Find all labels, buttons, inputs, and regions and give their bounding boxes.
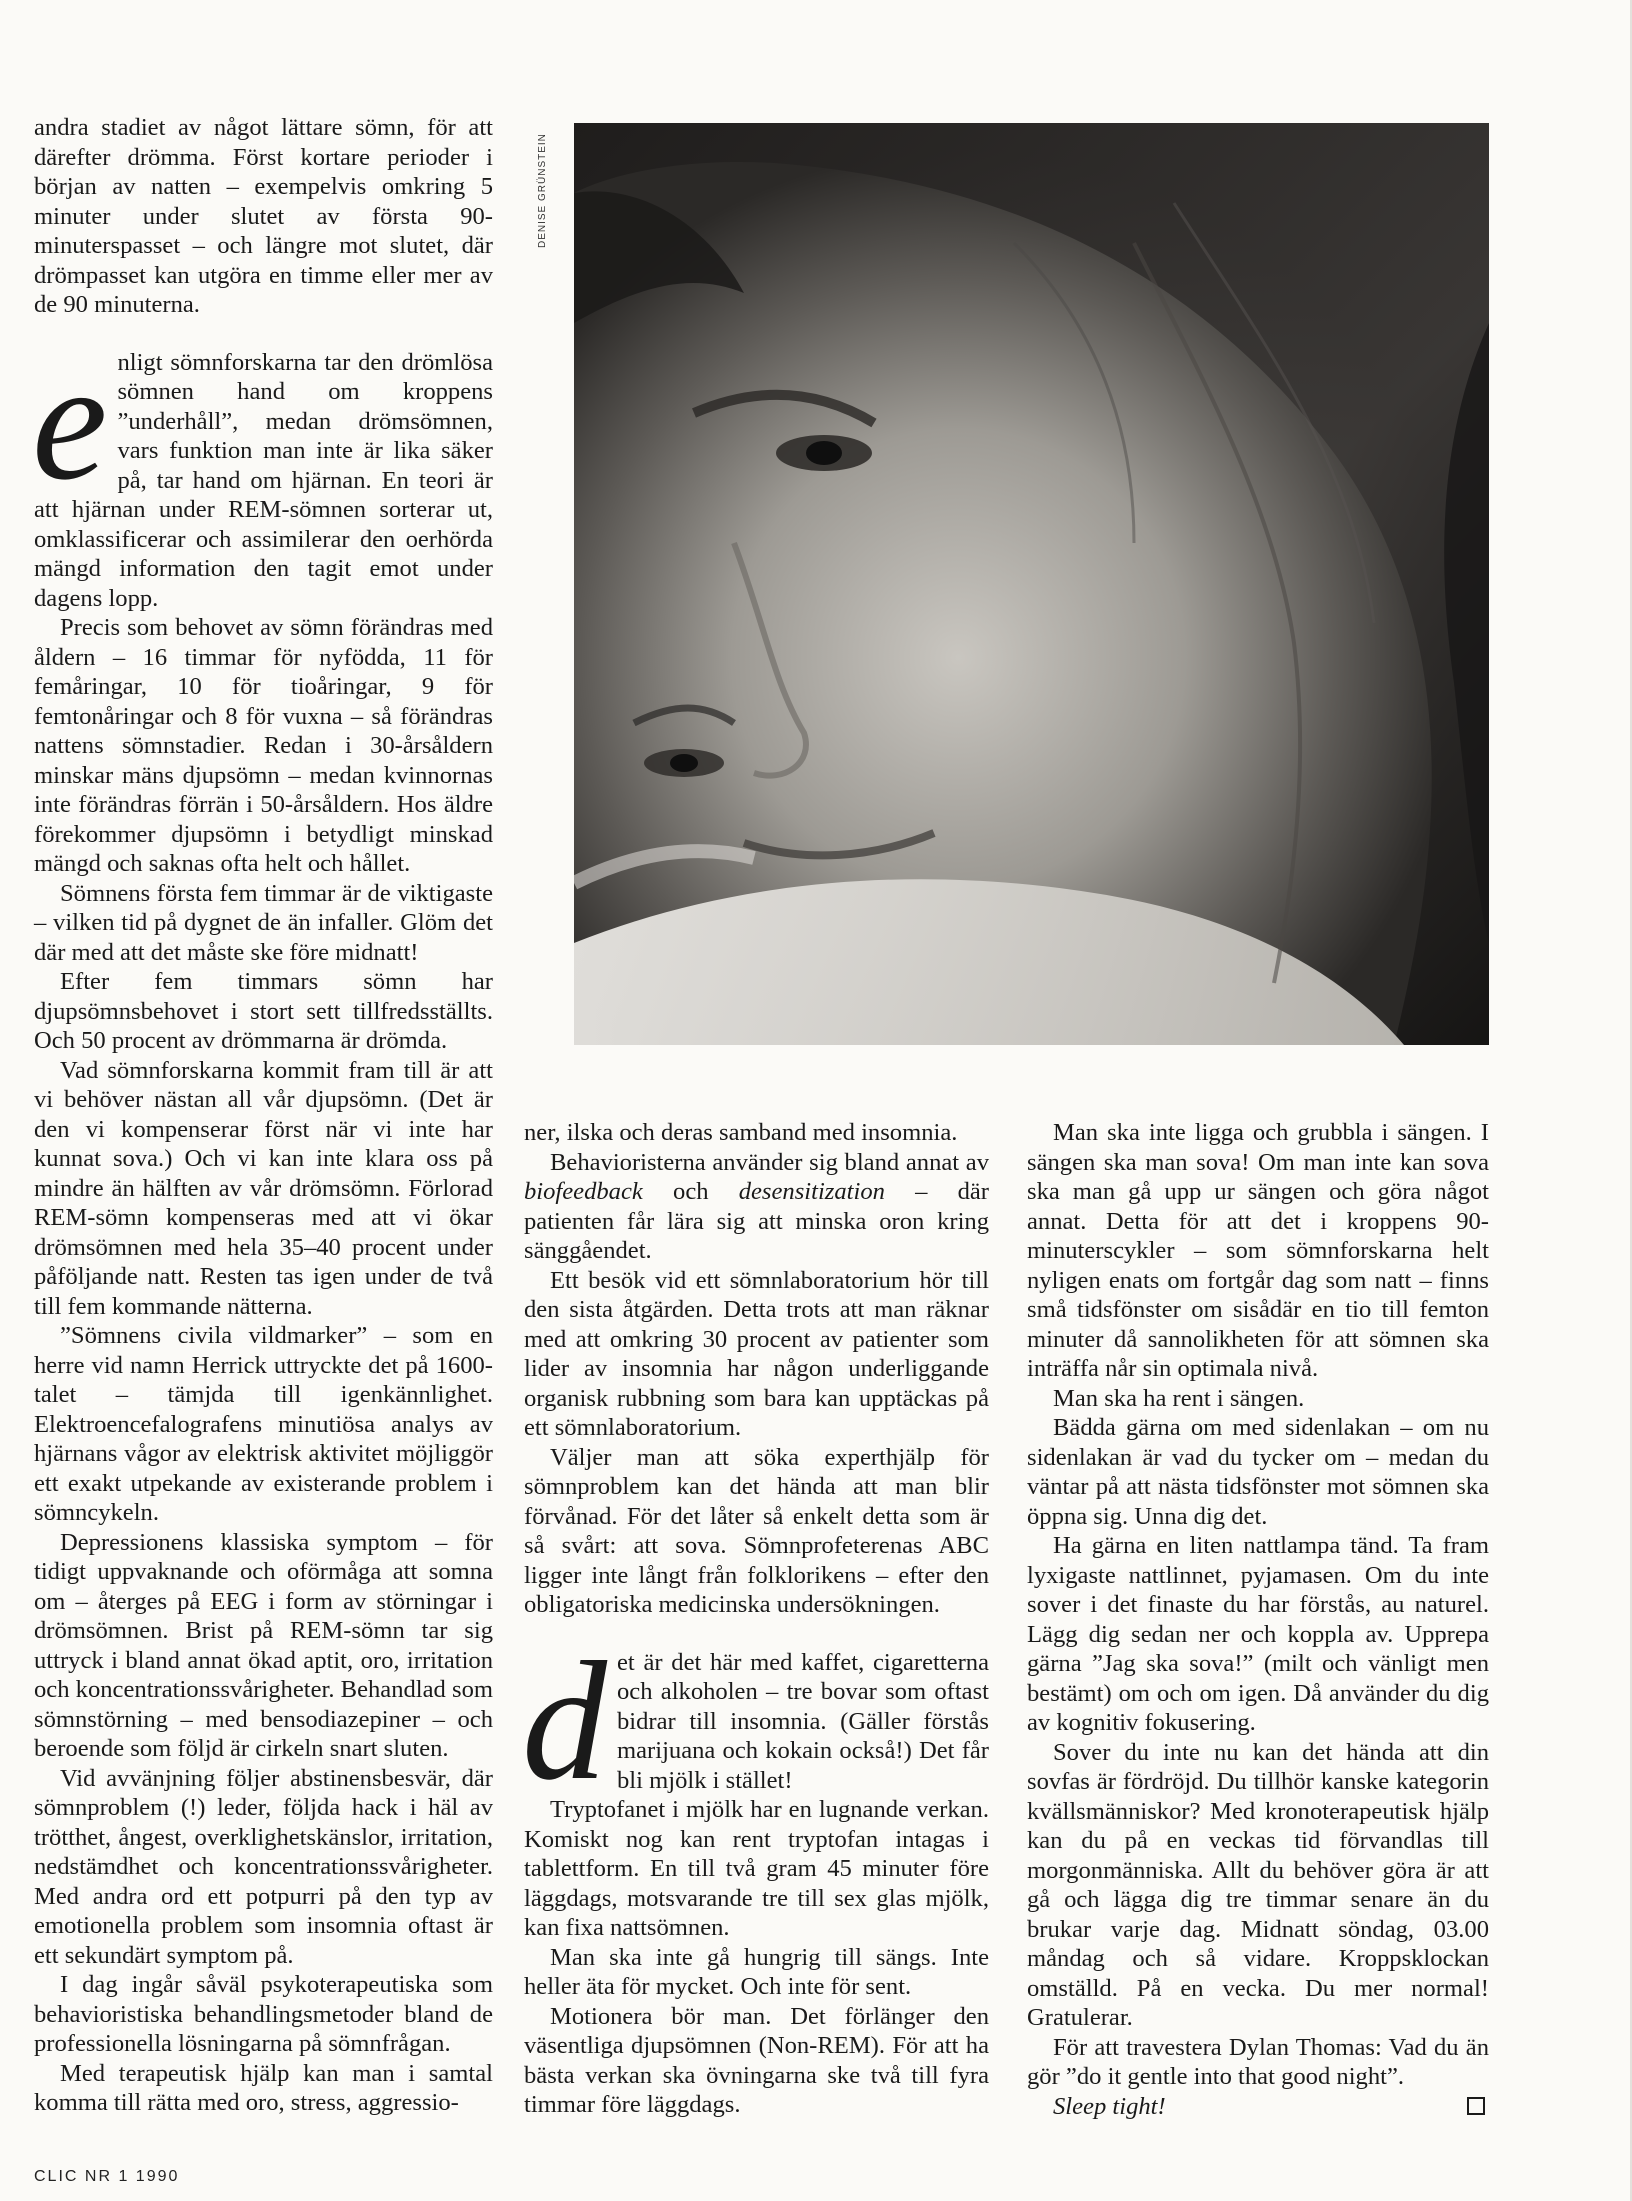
paragraph: Tryptofanet i mjölk har en lugnande verkan. Komiskt nog kan rent tryptofan intagas i tablettform. En till två gram 45 minuter före läggdags, motsvarande tre till sex glas mjölk, kan fixa nattsömnen. <box>524 1796 989 1941</box>
paragraph-text: Behavioristerna använder sig bland annat av <box>550 1148 989 1176</box>
paragraph-text: nligt sömnforskarna tar den drömlösa sömnen hand om kroppens ”underhåll”, medan drömsömnen, vars funktion man inte är lika säker på, tar hand om hjärnan. En teori är att hjärnan under REM-sömnen sorterar ut, omklassificerar och assimilerar den oerhörda mängd information den tagit emot under dagens lopp. <box>34 348 493 612</box>
text-column-2 <box>524 1118 989 2118</box>
folio: CLIC NR 1 1990 <box>34 2168 180 2185</box>
text-column-1 <box>32 113 493 2116</box>
paragraph: Man ska inte gå hungrig till sängs. Inte heller äta för mycket. Och inte för sent. <box>524 1943 989 2000</box>
sign-off-row <box>1027 2092 1489 2122</box>
paragraph-text: och <box>642 1178 739 1205</box>
photo-credit: DENISE GRÜNSTEIN <box>537 133 548 248</box>
paragraph: Vid avvänjning följer abstinensbesvär, där sömnproblem (!) leder, följda hack i häl av trötthet, ångest, overklighetskänslor, irritation, nedstämdhet och koncentrationssvårigheter. Med andra ord ett potpurri på den typ av emotionella problem som insomnia oftast är ett sekundärt symptom på. <box>34 1764 493 1969</box>
paragraph: Precis som behovet av sömn förändras med åldern – 16 timmar för nyfödda, 11 för femåringar, 10 för tioåringar, 9 för femtonåringar och 8 för vuxna – så förändras nattens sömnstadier. Redan i 30-årsåldern minskar mäns djupsömn – medan kvinnornas inte förändras förrän i 50-årsåldern. Hos äldre förekommer djupsömn i betydligt minskad mängd och saknas ofta helt och hållet. <box>34 614 493 877</box>
paragraph: Man ska inte ligga och grubbla i sängen. I sängen ska man sova! Om man inte kan sova ska man gå upp ur sängen och göra något annat. Detta för att det i kroppens 90-minuterscykler – som sömnforskarna helt nyligen enats om fortgår dag som natt – finns små tidsfönster om sisådär en tio till femton minuter då sannolikheten för att sömnen ska inträffa når sin optimala nivå. <box>1027 1119 1489 1382</box>
drop-cap: e <box>32 326 108 515</box>
paragraph <box>524 1148 989 1266</box>
paragraph: Vad sömnforskarna kommit fram till är att vi behöver nästan all vår djupsömn. (Det är den vi kompenserar först när vi inte har kunnat sova.) Och vi kan inte klara oss på mindre än hälften av vår drömsömn. Förlorad REM-sömn kompenseras med att vi ökar drömsömnen med hela 35–40 procent under påföljande natt. Resten tas igen under de två till fem kommande nätterna. <box>34 1056 493 1320</box>
paragraph: Bädda gärna om med sidenlakan – om nu sidenlakan är vad du tycker om – medan du väntar på att nästa tidsfönster mot sömnen ska öppna sig. Unna dig det. <box>1027 1414 1489 1530</box>
sign-off: Sleep tight! <box>1053 2092 1166 2120</box>
drop-cap: d <box>522 1626 607 1815</box>
paragraph: Ha gärna en liten nattlampa tänd. Ta fram lyxigaste nattlinnet, pyjamasen. Om du inte sover i det finaste du har förstås, au naturel. Lägg dig sedan ner och koppla av. Upprepa gärna ”Jag ska sova!” (milt och vänligt men bestämt) om och om igen. Då använder du dig av kognitiv fokusering. <box>1027 1532 1489 1736</box>
paragraph: Depressionens klassiska symptom – för tidigt uppvaknande och oförmåga att somna om – återges på EEG i form av störningar i drömsömnen. Brist på REM-sömn tar sig uttryck i bland annat ökad aptit, oro, irritation och koncentrationssvårigheter. Behandlad som sömnstörning – med bensodiazepiner – och beroende som följd är cirkeln snart sluten. <box>34 1528 493 1762</box>
paragraph: andra stadiet av något lättare sömn, för att därefter drömma. Först kortare perioder i början av natten – exempelvis omkring 5 minuter under slutet av första 90-minuterspasset – och längre mot slutet, där drömpasset kan utgöra en timme eller mer av de 90 minuterna. <box>34 114 493 318</box>
end-mark-icon <box>1467 2097 1485 2115</box>
paragraph: Väljer man att söka experthjälp för sömnproblem kan det hända att man blir förvånad. För det låter så enkelt detta som är så svårt: att sova. Sömnprofeterenas ABC ligger inte långt från folklorikens – efter den obligatoriska medicinska undersökningen. <box>524 1443 989 1618</box>
portrait-photo <box>574 123 1489 1045</box>
paragraph: Sover du inte nu kan det hända att din sovfas är fördröjd. Du tillhör kanske kategorin kvällsmänniskor? Med kronoterapeutisk hjälp kan du på en veckas tid förvandlas till morgonmänniska. Allt du behöver göra är att gå och lägga dig tre timmar senare än du brukar varje dag. Midnatt söndag, 03.00 måndag och så vidare. Kroppsklockan omställd. På en vecka. Du mer normal! Gratulerar. <box>1027 1738 1489 2031</box>
paragraph <box>522 1626 989 1815</box>
paragraph: Motionera bör man. Det förlänger den väsentliga djupsömnen (Non-REM). För att ha bästa verkan ska övningarna ske två till fyra timmar före läggdags. <box>524 2002 989 2118</box>
paragraph <box>32 326 493 614</box>
portrait-photo-illustration <box>574 123 1489 1045</box>
paragraph: Efter fem timmars sömn har djupsömnsbehovet i stort sett tillfredsställts. Och 50 procent av drömmarna är drömda. <box>34 968 493 1054</box>
paragraph: ”Sömnens civila vildmarker” – som en herre vid namn Herrick uttryckte det på 1600-talet – tämjda till igenkännlighet. Elektroencefalografens minutiösa analys av hjärnans vågor av elektrisk aktivitet möjliggör ett exakt utpekande av existerande problem i sömncykeln. <box>34 1322 493 1526</box>
paragraph: Sömnens första fem timmar är de viktigaste – vilken tid på dygnet de än infaller. Glöm det där med att det måste ske före midnatt! <box>34 879 493 966</box>
paragraph: För att travestera Dylan Thomas: Vad du än gör ”do it gentle into that good night”. <box>1027 2033 1489 2090</box>
paragraph: Ett besök vid ett sömnlaboratorium hör till den sista åtgärden. Detta trots att man räknar med att omkring 30 procent av patienter som lider av insomnia har någon underliggande organisk rubbning som bara kan upptäckas på ett sömnlaboratorium. <box>524 1266 989 1441</box>
paragraph: Man ska ha rent i sängen. <box>1053 1384 1305 1412</box>
paragraph-text: – där patienten får lära sig att minska oron kring sänggåendet. <box>524 1178 989 1264</box>
paragraph: I dag ingår såväl psykoterapeutiska som behavioristiska behandlingsmetoder bland de professionella lösningarna på sömnfrågan. <box>34 1971 493 2057</box>
paragraph-text: et är det här med kaffet, cigaretterna och alkoholen – tre bovar som oftast bidrar till insomnia. (Gäller förstås marijuana och kokain också!) Det får bli mjölk i stället! <box>617 1648 989 1794</box>
paragraph: Med terapeutisk hjälp kan man i samtal komma till rätta med oro, stress, aggressio- <box>34 2059 493 2116</box>
emphasis-term: biofeedback <box>524 1178 643 1205</box>
paragraph: ner, ilska och deras samband med insomnia. <box>524 1119 958 1146</box>
emphasis-term: desensitization <box>738 1178 885 1205</box>
text-column-3 <box>1027 1118 1489 2118</box>
